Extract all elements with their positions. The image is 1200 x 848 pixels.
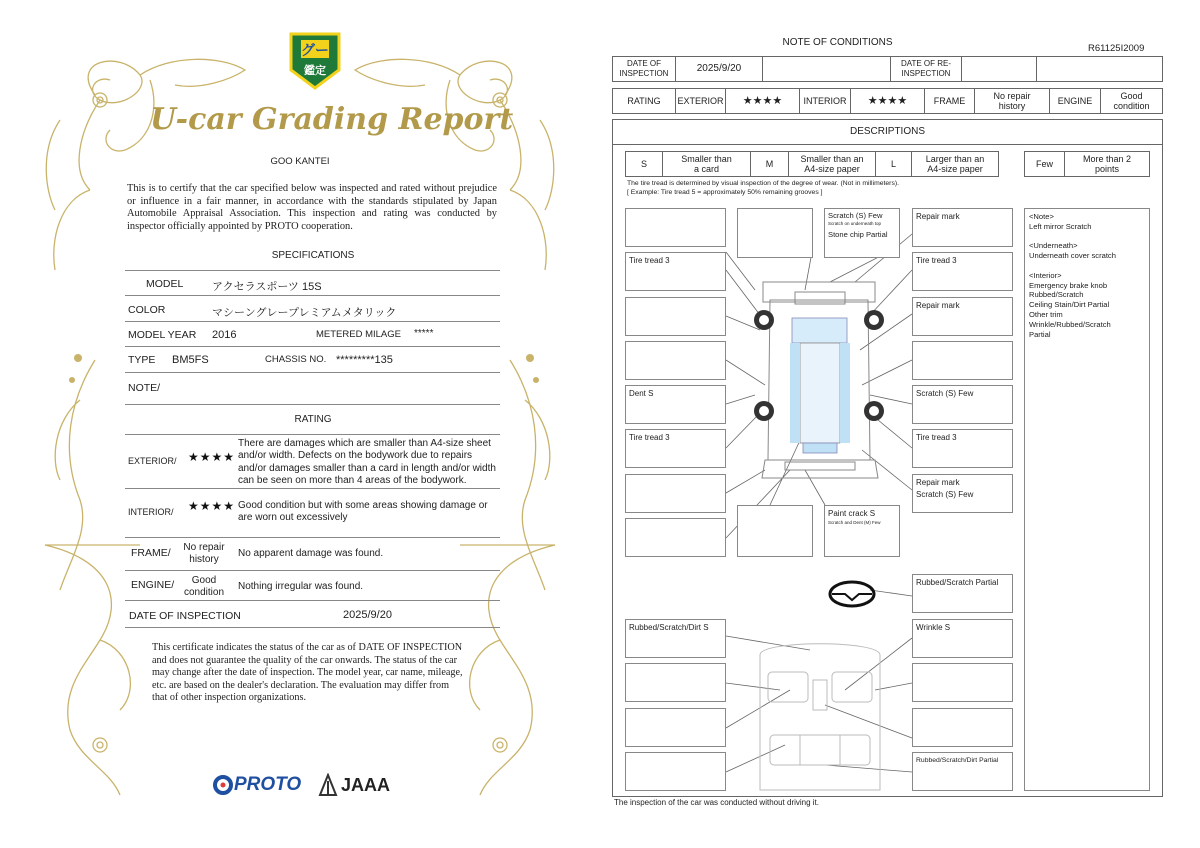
- notes-line: Other trim: [1029, 309, 1063, 319]
- paint-crack-text: Paint crack S: [828, 509, 876, 518]
- rubbed-scratch-dirt-text: Rubbed/Scratch/Dirt Partial: [916, 757, 999, 764]
- interior-stars: ★★★★: [188, 499, 236, 513]
- note-box-interior-front: [625, 619, 726, 658]
- note-box-empty: [625, 474, 726, 513]
- frame-value: No repair history: [183, 542, 225, 565]
- tire-note: The tire tread is determined by visual inspection of the degree of wear. (Not in millimeters).: [627, 180, 899, 187]
- notes-panel: [1024, 208, 1150, 791]
- color-value: マシーングレープレミアムメタリック: [212, 307, 397, 319]
- scratch-few-text: Scratch (S) Few: [828, 211, 883, 220]
- note-box-front-top: [824, 208, 900, 258]
- note-box-empty: [625, 752, 726, 791]
- note-box-empty: [625, 708, 726, 747]
- model-label: MODEL: [146, 278, 184, 290]
- frame-label: FRAME/: [131, 547, 171, 559]
- note-box-empty: [625, 518, 726, 557]
- notes-line: Wrinkle/Rubbed/Scratch: [1029, 319, 1111, 329]
- note-box-scratch: [912, 385, 1013, 424]
- exterior-description: There are damages which are smaller than A4-size sheet and/or width. Defects on the bodywork due to repairs and/or damages smaller than a card in length and/or width can be seen on more than 4 areas of the bodywork.: [238, 438, 496, 486]
- notes-line: Partial: [1029, 329, 1051, 339]
- note-box-empty: [625, 663, 726, 702]
- date-inspection-label: DATE OF INSPECTION: [612, 56, 676, 82]
- divider: [125, 346, 500, 347]
- frame-label: FRAME: [924, 88, 975, 114]
- color-label: COLOR: [128, 304, 166, 316]
- note-box-repair-mark: [912, 208, 1013, 247]
- notes-line: <Interior>: [1029, 270, 1062, 280]
- roof: [800, 343, 840, 443]
- rear-window: [803, 443, 837, 453]
- legend-s: S: [625, 151, 663, 177]
- repair-mark-text: Repair mark: [916, 478, 960, 487]
- steering-wheel-icon: [830, 582, 874, 606]
- divider: [125, 404, 500, 405]
- scratch-underneath-text: Scratch on underneath top: [828, 221, 882, 226]
- note-label: NOTE/: [128, 382, 161, 394]
- conditions-footer: The inspection of the car was conducted without driving it.: [614, 798, 819, 807]
- proto-logo: [212, 772, 301, 798]
- interior-description: Good condition but with some areas showing damage or are worn out excessively: [238, 500, 488, 524]
- tire-tread-text: Tire tread 3: [916, 256, 957, 265]
- note-box-interior-rear: [912, 752, 1013, 791]
- engine-value: Good condition: [183, 575, 225, 598]
- note-box-tire-front-left: [625, 252, 726, 291]
- note-box-empty: [737, 208, 813, 258]
- metered-milage-value: *****: [414, 328, 434, 339]
- model-year-label: MODEL YEAR: [128, 329, 197, 341]
- exterior-label: EXTERIOR: [675, 88, 726, 114]
- note-box-empty: [625, 297, 726, 336]
- legend-s-desc: Smaller than a card: [662, 151, 751, 177]
- note-box-empty: [737, 505, 813, 557]
- notes-line: Rubbed/Scratch: [1029, 290, 1084, 300]
- interior-label: INTERIOR/: [128, 507, 174, 517]
- note-box-empty: [625, 208, 726, 247]
- specifications-heading: SPECIFICATIONS: [271, 250, 355, 261]
- certificate-footer-disclaimer: This certificate indicates the status of the car as of DATE OF INSPECTION and does not guarantee the quality of the car onwards. The status of the car may change after the date of inspection. The model year, car name, mileage, etc. are based on the dealer's declaration. The evaluation may differ from that of other inspection organizations.: [152, 642, 463, 704]
- proto-logo-text: PROTO: [234, 774, 302, 795]
- note-box-repair-scratch: [912, 474, 1013, 513]
- certificate-title: U-car Grading Report: [150, 102, 514, 137]
- frame-description: No apparent damage was found.: [238, 548, 384, 559]
- jaaa-logo: [318, 772, 390, 798]
- proto-logo-mark: [212, 774, 234, 796]
- metered-milage-label: METERED MILAGE: [316, 329, 401, 340]
- jaaa-logo-mark: [318, 773, 338, 797]
- note-box-dent: [625, 385, 726, 424]
- model-value: アクセラスポーツ 15S: [212, 281, 322, 293]
- legend-few: Few: [1024, 151, 1065, 177]
- divider: [125, 627, 500, 628]
- divider: [125, 488, 500, 489]
- descriptions-heading: DESCRIPTIONS: [612, 119, 1163, 145]
- note-box-repair-mark: [912, 297, 1013, 336]
- notes-line: <Note>: [1029, 212, 1054, 221]
- tire-note-example: [ Example: Tire tread 5 = approximately 50% remaining grooves ]: [627, 189, 823, 196]
- chassis-value: *********135: [336, 354, 393, 366]
- legend-m-desc: Smaller than an A4-size paper: [788, 151, 876, 177]
- certificate-subtitle: GOO KANTEI: [270, 156, 330, 167]
- date-of-inspection-value: 2025/9/20: [343, 609, 392, 621]
- divider: [125, 570, 500, 571]
- reference-number: R61125I2009: [1088, 43, 1145, 54]
- model-year-value: 2016: [212, 329, 237, 341]
- right-windows: [840, 343, 850, 443]
- note-box-empty: [912, 663, 1013, 702]
- note-box-tire-rear-right: [912, 429, 1013, 468]
- divider: [125, 295, 500, 296]
- divider: [125, 372, 500, 373]
- engine-description: Nothing irregular was found.: [238, 581, 364, 592]
- conditions-title: NOTE OF CONDITIONS: [782, 37, 893, 48]
- divider: [125, 600, 500, 601]
- notes-line: Left mirror Scratch: [1029, 221, 1092, 231]
- engine-label: ENGINE: [1049, 88, 1101, 114]
- note-of-conditions: [600, 0, 1200, 848]
- note-box-rear-bottom: [824, 505, 900, 557]
- exterior-stars: ★★★★: [725, 88, 800, 114]
- wrinkle-text: Wrinkle S: [916, 623, 951, 632]
- svg-text:鑑定: 鑑定: [304, 64, 326, 77]
- exterior-stars: ★★★★: [188, 450, 236, 464]
- divider: [125, 321, 500, 322]
- rubbed-scratch-dirt-text: Rubbed/Scratch/Dirt S: [629, 623, 709, 632]
- tire-tread-text: Tire tread 3: [916, 433, 957, 442]
- type-label: TYPE: [128, 354, 156, 366]
- note-box-steering: [912, 574, 1013, 613]
- rating-label: RATING: [612, 88, 676, 114]
- notes-line: Ceiling Stain/Dirt Partial: [1029, 300, 1110, 310]
- note-box-empty: [625, 341, 726, 380]
- notes-line: [1029, 261, 1145, 271]
- interior-stars: ★★★★: [850, 88, 925, 114]
- interior-label: INTERIOR: [799, 88, 851, 114]
- scratch-few-text: Scratch (S) Few: [916, 490, 974, 499]
- legend-l-desc: Larger than an A4-size paper: [911, 151, 999, 177]
- left-windows: [790, 343, 800, 443]
- stone-chip-text: Stone chip Partial: [828, 230, 888, 239]
- divider: [125, 537, 500, 538]
- repair-mark-text: Repair mark: [916, 212, 960, 221]
- jaaa-logo-text: JAAA: [341, 774, 391, 795]
- divider: [125, 270, 500, 271]
- date-of-inspection-label: DATE OF INSPECTION: [129, 610, 241, 622]
- scratch-few-text: Scratch (S) Few: [916, 389, 974, 398]
- note-box-empty: [912, 341, 1013, 380]
- notes-line: [1029, 232, 1145, 242]
- certificate-intro: This is to certify that the car specified below was inspected and rated without prejudice or influence in a fair manner, in accordance with the standards stipulated by Japan Automobile Appraisal Association. This inspection and rating was conducted by inspector officially appointed by PROTO cooperation.: [127, 183, 497, 232]
- legend-few-desc: More than 2 points: [1064, 151, 1150, 177]
- exterior-label: EXTERIOR/: [128, 456, 177, 466]
- note-box-tire-rear-left: [625, 429, 726, 468]
- notes-line: <Underneath>: [1029, 241, 1078, 251]
- scratch-dent-text: Scratch and Dent (M) Few: [828, 520, 881, 525]
- notes-line: Emergency brake knob: [1029, 280, 1108, 290]
- date-inspection-value: 2025/9/20: [675, 56, 763, 82]
- engine-value: Good condition: [1100, 88, 1163, 114]
- frame-value: No repair history: [974, 88, 1050, 114]
- tire-tread-text: Tire tread 3: [629, 433, 670, 442]
- legend-m: M: [750, 151, 789, 177]
- divider: [125, 434, 500, 435]
- rubbed-scratch-text: Rubbed/Scratch Partial: [916, 578, 999, 587]
- rating-heading: RATING: [294, 414, 332, 425]
- type-value: BM5FS: [172, 354, 209, 366]
- tire-tread-text: Tire tread 3: [629, 256, 670, 265]
- note-box-tire-front-right: [912, 252, 1013, 291]
- re-inspection-label: DATE OF RE-INSPECTION: [890, 56, 962, 82]
- note-box-empty: [912, 708, 1013, 747]
- dent-text: Dent S: [629, 389, 654, 398]
- legend-l: L: [875, 151, 912, 177]
- notes-line: Underneath cover scratch: [1029, 251, 1116, 261]
- chassis-label: CHASSIS NO.: [265, 354, 327, 365]
- goo-kantei-badge-logo: [287, 30, 343, 92]
- note-box-wrinkle: [912, 619, 1013, 658]
- engine-label: ENGINE/: [131, 579, 175, 591]
- repair-mark-text: Repair mark: [916, 301, 960, 310]
- windshield: [792, 318, 847, 343]
- svg-text:グー: グー: [301, 43, 329, 59]
